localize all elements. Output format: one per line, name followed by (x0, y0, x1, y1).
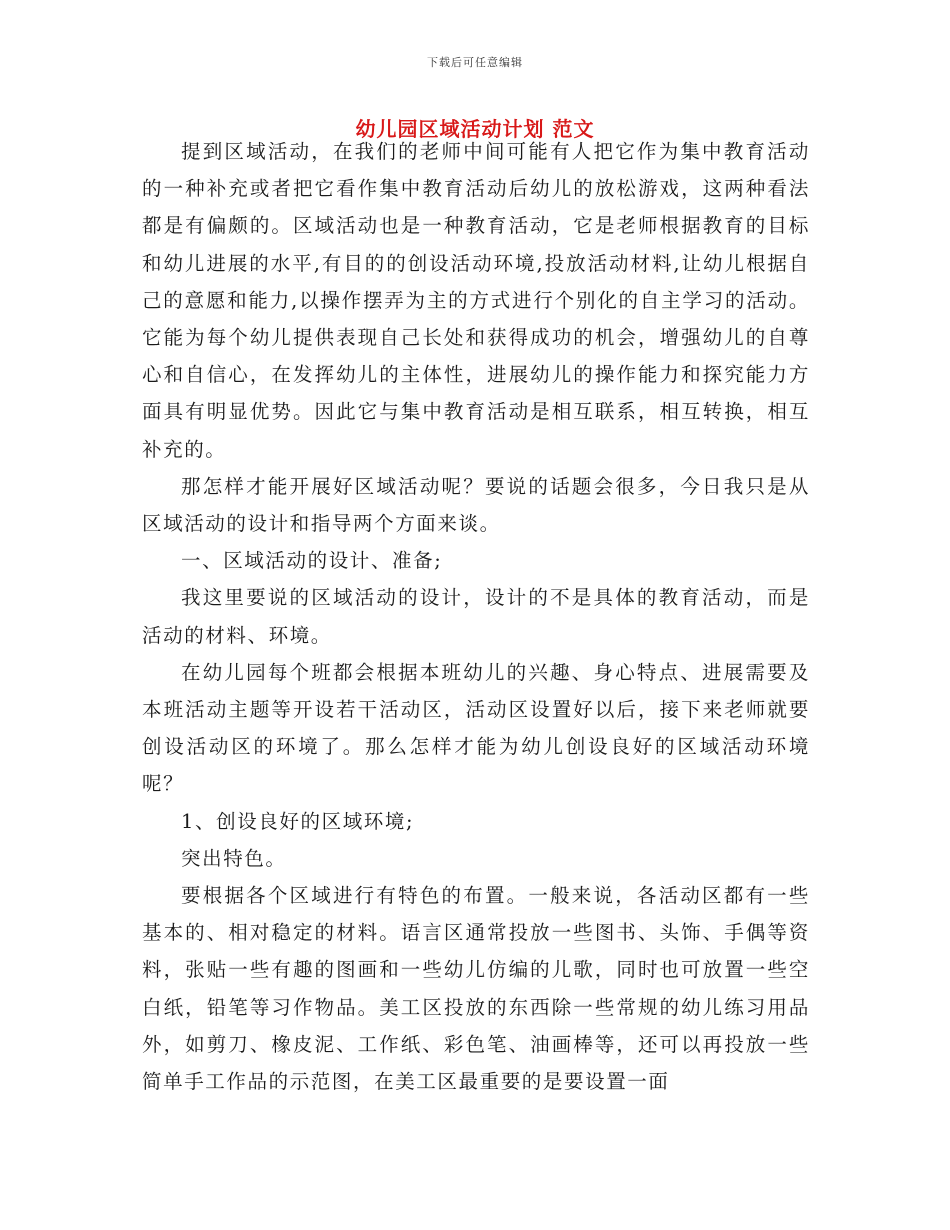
section-heading: 一、区域活动的设计、准备; (181, 549, 443, 573)
paragraph: 在幼儿园每个班都会根据本班幼儿的兴趣、身心特点、进展需要及本班活动主题等开设若干活动区，活动区设置好以后，接下来老师就要创设活动区的环境了。那么怎样才能为幼儿创设良好的区域活动环境呢？ (142, 660, 810, 796)
page-header-note: 下载后可任意编辑 (427, 56, 523, 69)
paragraph: 要根据各个区域进行有特色的布置。一般来说，各活动区都有一些基本的、相对稳定的材料。语言区通常投放一些图书、头饰、手偶等资料，张贴一些有趣的图画和一些幼儿仿编的儿歌，同时也可放置一些空白纸，铅笔等习作物品。美工区投放的东西除一些常规的幼儿练习用品外，如剪刀、橡皮泥、工作纸、彩色笔、油画棒等，还可以再投放一些简单手工作品的示范图，在美工区最重要的是要设置一面 (142, 884, 810, 1094)
paragraph: 突出特色。 (181, 846, 287, 870)
paragraph: 那怎样才能开展好区域活动呢？要说的话题会很多，今日我只是从区域活动的设计和指导两个方面来谈。 (142, 474, 810, 536)
document-title: 幼儿园区域活动计划 范文 (355, 117, 595, 141)
document-body (142, 133, 810, 1100)
paragraph: 我这里要说的区域活动的设计，设计的不是具体的教育活动，而是活动的材料、环境。 (142, 586, 810, 647)
paragraph: 提到区域活动，在我们的老师中间可能有人把它作为集中教育活动的一种补充或者把它看作集中教育活动后幼儿的放松游戏，这两种看法都是有偏颇的。区域活动也是一种教育活动，它是老师根据教育的目标和幼儿进展的水平,有目的的创设活动环境,投放活动材料,让幼儿根据自己的意愿和能力,以操作摆弄为主的方式进行个别化的自主学习的活动。它能为每个幼儿提供表现自己长处和获得成功的机会，增强幼儿的自尊心和自信心，在发挥幼儿的主体性，进展幼儿的操作能力和探究能力方面具有明显优势。因此它与集中教育活动是相互联系，相互转换，相互补充的。 (142, 140, 810, 461)
subsection-heading: 1、创设良好的区域环境; (181, 809, 415, 833)
